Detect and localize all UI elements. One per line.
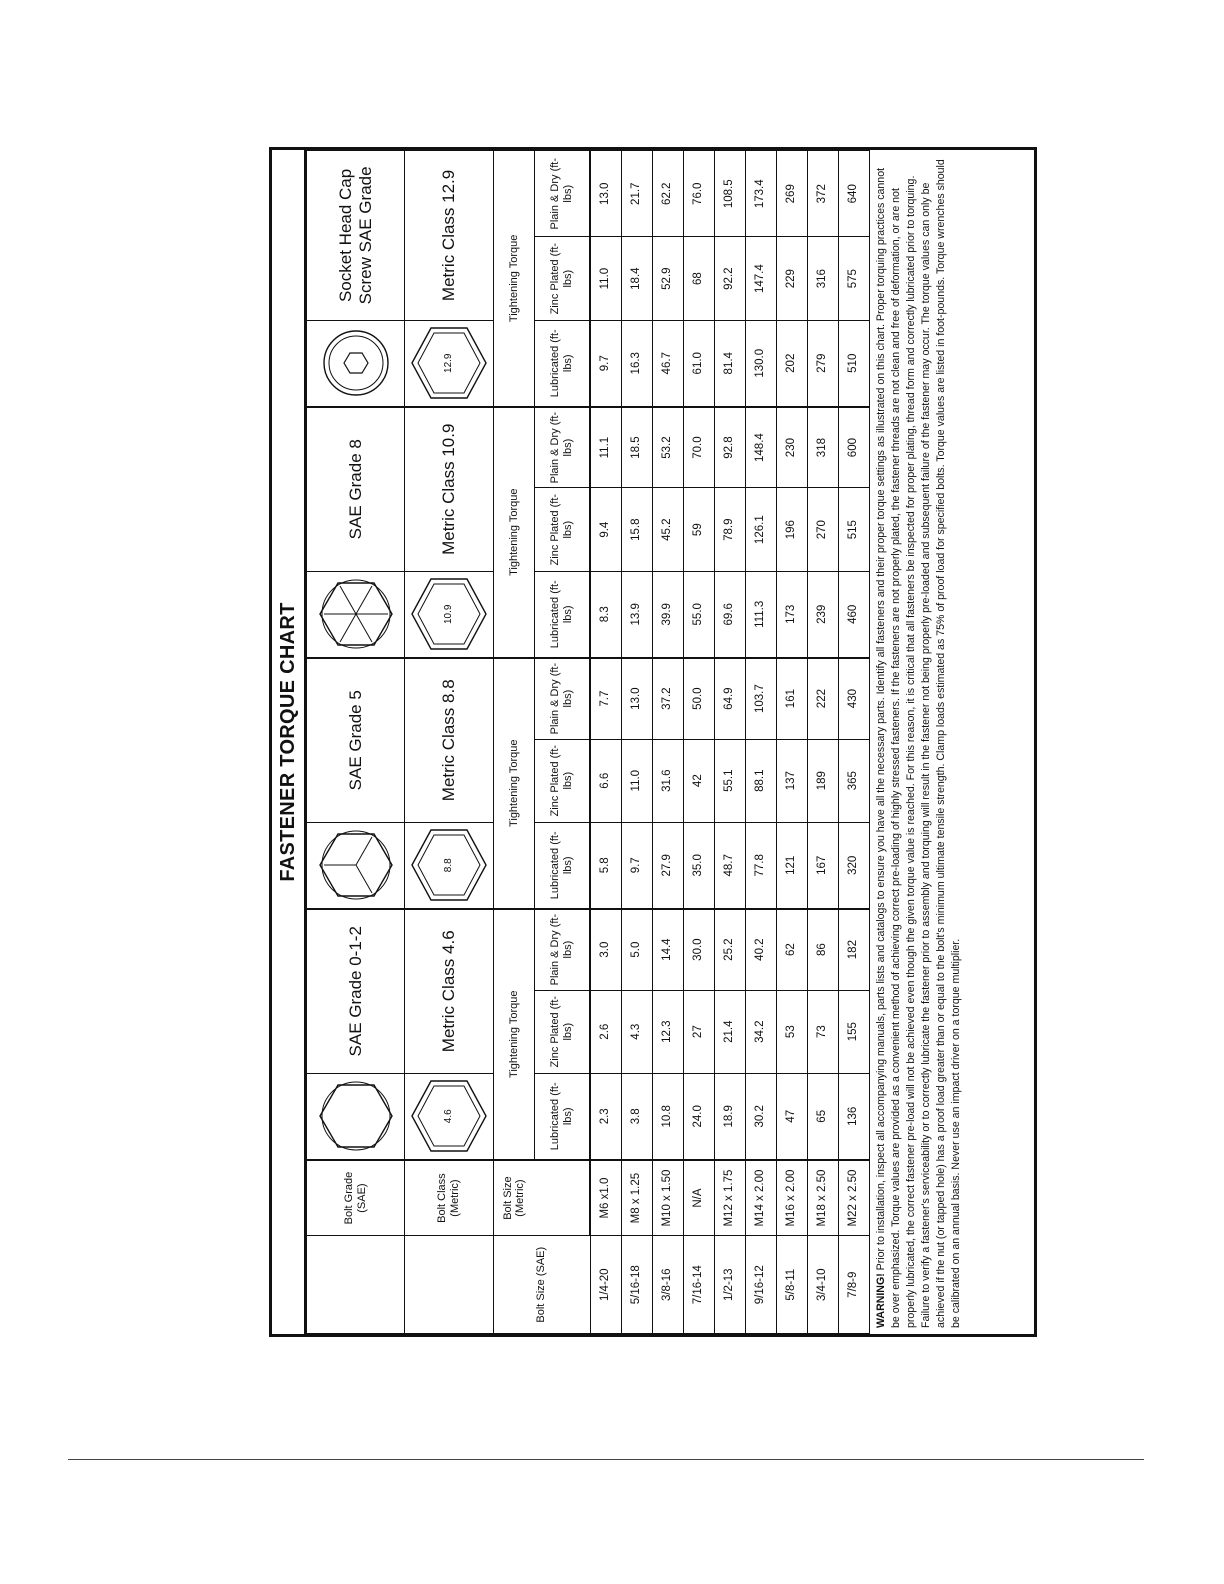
six-line-hex-head-icon	[316, 579, 396, 649]
bolt-size-metric-cell: M10 x 1.50	[653, 1160, 684, 1236]
torque-value-cell: 55.0	[684, 571, 715, 657]
bolt-size-sae-header: Bolt Size (SAE)	[494, 1236, 591, 1334]
bolt-size-sae-cell: 1/2-13	[715, 1236, 746, 1334]
class-icon-cell	[405, 571, 494, 657]
torque-value-cell: 510	[839, 320, 870, 406]
torque-value-cell: 18.9	[715, 1073, 746, 1159]
torque-value-cell: 34.2	[746, 990, 777, 1073]
table-row	[839, 151, 870, 1334]
bolt-size-sae-cell: 9/16-12	[746, 1236, 777, 1334]
torque-value-cell: 70.0	[684, 407, 715, 488]
metric-class-label: Metric Class 12.9	[405, 151, 494, 321]
lubricated-header: Lubricated (ft-lbs)	[535, 1073, 591, 1159]
torque-value-cell: 126.1	[746, 488, 777, 571]
torque-value-cell: 136	[839, 1073, 870, 1159]
torque-value-cell: 24.0	[684, 1073, 715, 1159]
torque-value-cell: 515	[839, 488, 870, 571]
table-row	[808, 151, 839, 1334]
lubricated-header: Lubricated (ft-lbs)	[535, 320, 591, 406]
torque-value-cell: 7.7	[590, 658, 622, 739]
torque-value-cell: 48.7	[715, 822, 746, 908]
torque-value-cell: 2.3	[590, 1073, 622, 1159]
torque-value-cell: 229	[777, 237, 808, 320]
torque-value-cell: 88.1	[746, 739, 777, 822]
table-row	[746, 151, 777, 1334]
torque-value-cell: 53.2	[653, 407, 684, 488]
grade-icon-cell	[307, 822, 405, 908]
torque-value-cell: 73	[808, 990, 839, 1073]
bolt-grade-sae-header: Bolt Grade (SAE)	[307, 1160, 405, 1236]
torque-chart	[269, 147, 1037, 1337]
tightening-torque-header: Tightening Torque	[494, 658, 535, 909]
torque-value-cell: 147.4	[746, 237, 777, 320]
torque-value-cell: 35.0	[684, 822, 715, 908]
three-line-hex-head-icon	[316, 830, 396, 900]
torque-value-cell: 9.7	[590, 320, 622, 406]
torque-value-cell: 269	[777, 151, 808, 237]
torque-value-cell: 189	[808, 739, 839, 822]
warning-text: Prior to installation, inspect all accompanying manuals, parts lists and catalogs to ensure you have all the necessary parts. Identify all fasteners and their proper torque settings as illustrated on this chart. Proper torquing practices cannot be over emphasized. Torque values are provided as a convenient method of achieving correct pre-loading of highly stressed fasteners. If the fasteners are not properly plated, the fastener threads are not clean and free of deformation, or are not properly lubricated, the correct fastener pre-load will not be achieved even though the given torque value is reached. For this reason, it is critical that all fasteners be inspected for proper plating, thread form and correctly lubricated prior to torquing. Failure to verify a fastener's serviceability or to correctly lubricate the fastener prior to assembly and torquing will result in the fastener not being properly pre-loaded and subsequent failure of the fastener may occur. The torque values can only be achieved if the nut (or tapped hole) has a proof load greater than or equal to the bolt's minimum ultimate tensile strength. Clamp loads estimated as 75% of proof load for specified bolts. Torque values are listed in foot-pounds. Torque wrenches should be calibrated on an annual basis. Never use an impact driver on a torque multiplier.	[875, 159, 962, 1328]
tightening-torque-header: Tightening Torque	[494, 151, 535, 407]
torque-value-cell: 40.2	[746, 909, 777, 990]
torque-table	[306, 150, 870, 1334]
torque-value-cell: 108.5	[715, 151, 746, 237]
socket-head-icon	[316, 328, 396, 398]
torque-value-cell: 77.8	[746, 822, 777, 908]
table-row	[653, 151, 684, 1334]
torque-value-cell: 59	[684, 488, 715, 571]
bolt-size-sae-cell: 7/8-9	[839, 1236, 870, 1334]
grade-icon-cell	[307, 320, 405, 406]
warning-label: WARNING!	[875, 1273, 887, 1328]
torque-value-cell: 50.0	[684, 658, 715, 739]
table-row	[590, 151, 622, 1334]
bolt-size-sae-cell: 5/8-11	[777, 1236, 808, 1334]
plain-dry-header: Plain & Dry (ft-lbs)	[535, 407, 591, 488]
torque-value-cell: 173.4	[746, 151, 777, 237]
torque-value-cell: 3.8	[622, 1073, 653, 1159]
torque-value-cell: 3.0	[590, 909, 622, 990]
torque-value-cell: 148.4	[746, 407, 777, 488]
torque-value-cell: 130.0	[746, 320, 777, 406]
zinc-plated-header: Zinc Plated (ft-lbs)	[535, 990, 591, 1073]
torque-value-cell: 10.8	[653, 1073, 684, 1159]
sae-grade-label: SAE Grade 0-1-2	[307, 909, 405, 1074]
torque-value-cell: 25.2	[715, 909, 746, 990]
torque-value-cell: 137	[777, 739, 808, 822]
torque-value-cell: 5.8	[590, 822, 622, 908]
torque-value-cell: 62.2	[653, 151, 684, 237]
table-row	[622, 151, 653, 1334]
plain-dry-header: Plain & Dry (ft-lbs)	[535, 151, 591, 237]
grade-icon-cell	[307, 1073, 405, 1159]
torque-value-cell: 55.1	[715, 739, 746, 822]
torque-value-cell: 14.4	[653, 909, 684, 990]
bolt-size-sae-cell: 5/16-18	[622, 1236, 653, 1334]
zinc-plated-header: Zinc Plated (ft-lbs)	[535, 237, 591, 320]
lubricated-header: Lubricated (ft-lbs)	[535, 822, 591, 908]
torque-value-cell: 45.2	[653, 488, 684, 571]
torque-value-cell: 9.4	[590, 488, 622, 571]
metric-class-label: Metric Class 4.6	[405, 909, 494, 1074]
sae-grade-label: Socket Head Cap Screw SAE Grade	[307, 151, 405, 321]
torque-value-cell: 182	[839, 909, 870, 990]
torque-value-cell: 18.4	[622, 237, 653, 320]
torque-value-cell: 31.6	[653, 739, 684, 822]
torque-value-cell: 16.3	[622, 320, 653, 406]
torque-value-cell: 30.2	[746, 1073, 777, 1159]
corner-cell	[307, 1236, 405, 1334]
torque-value-cell: 37.2	[653, 658, 684, 739]
torque-value-cell: 202	[777, 320, 808, 406]
torque-value-cell: 12.3	[653, 990, 684, 1073]
torque-value-cell: 430	[839, 658, 870, 739]
bolt-size-metric-cell: M16 x 2.00	[777, 1160, 808, 1236]
torque-value-cell: 365	[839, 739, 870, 822]
torque-value-cell: 640	[839, 151, 870, 237]
torque-value-cell: 9.7	[622, 822, 653, 908]
torque-value-cell: 62	[777, 909, 808, 990]
torque-value-cell: 53	[777, 990, 808, 1073]
bolt-size-sae-cell: 3/4-10	[808, 1236, 839, 1334]
bolt-size-sae-cell: 7/16-14	[684, 1236, 715, 1334]
grade-icon-cell	[307, 571, 405, 657]
zinc-plated-header: Zinc Plated (ft-lbs)	[535, 739, 591, 822]
bolt-size-metric-cell: M8 x 1.25	[622, 1160, 653, 1236]
plain-hex-head-icon	[316, 1081, 396, 1151]
torque-value-cell: 47	[777, 1073, 808, 1159]
torque-value-cell: 78.9	[715, 488, 746, 571]
torque-value-cell: 270	[808, 488, 839, 571]
torque-value-cell: 52.9	[653, 237, 684, 320]
torque-value-cell: 11.1	[590, 407, 622, 488]
torque-value-cell: 318	[808, 407, 839, 488]
torque-value-cell: 61.0	[684, 320, 715, 406]
bolt-size-sae-cell: 1/4-20	[590, 1236, 622, 1334]
torque-value-cell: 4.3	[622, 990, 653, 1073]
torque-value-cell: 372	[808, 151, 839, 237]
bolt-size-metric-cell: M18 x 2.50	[808, 1160, 839, 1236]
torque-value-cell: 27.9	[653, 822, 684, 908]
torque-value-cell: 13.9	[622, 571, 653, 657]
bolt-size-metric-header: Bolt Size (Metric)	[494, 1160, 535, 1236]
torque-value-cell: 575	[839, 237, 870, 320]
blank-cell	[535, 1160, 591, 1236]
class-icon-cell	[405, 822, 494, 908]
torque-value-cell: 13.0	[622, 658, 653, 739]
chart-title: FASTENER TORQUE CHART	[272, 150, 306, 1334]
table-row	[715, 151, 746, 1334]
bolt-class-metric-header: Bolt Class (Metric)	[405, 1160, 494, 1236]
torque-value-cell: 103.7	[746, 658, 777, 739]
table-row	[777, 151, 808, 1334]
torque-value-cell: 39.9	[653, 571, 684, 657]
class-icon-cell	[405, 320, 494, 406]
class-marking: 10.9	[443, 604, 455, 624]
torque-value-cell: 46.7	[653, 320, 684, 406]
bolt-size-metric-cell: M14 x 2.00	[746, 1160, 777, 1236]
torque-value-cell: 161	[777, 658, 808, 739]
plain-dry-header: Plain & Dry (ft-lbs)	[535, 909, 591, 990]
sae-grade-label: SAE Grade 5	[307, 658, 405, 823]
metric-class-label: Metric Class 8.8	[405, 658, 494, 823]
lubricated-header: Lubricated (ft-lbs)	[535, 571, 591, 657]
torque-value-cell: 18.5	[622, 407, 653, 488]
torque-value-cell: 6.6	[590, 739, 622, 822]
bolt-size-sae-cell: 3/8-16	[653, 1236, 684, 1334]
torque-value-cell: 155	[839, 990, 870, 1073]
class-marking: 12.9	[443, 353, 455, 373]
torque-value-cell: 320	[839, 822, 870, 908]
torque-value-cell: 121	[777, 822, 808, 908]
class-marking: 8.8	[443, 858, 455, 873]
torque-value-cell: 27	[684, 990, 715, 1073]
torque-value-cell: 64.9	[715, 658, 746, 739]
torque-value-cell: 230	[777, 407, 808, 488]
torque-value-cell: 239	[808, 571, 839, 657]
torque-value-cell: 173	[777, 571, 808, 657]
plain-dry-header: Plain & Dry (ft-lbs)	[535, 658, 591, 739]
torque-value-cell: 13.0	[590, 151, 622, 237]
sae-grade-label: SAE Grade 8	[307, 407, 405, 572]
torque-value-cell: 30.0	[684, 909, 715, 990]
zinc-plated-header: Zinc Plated (ft-lbs)	[535, 488, 591, 571]
torque-value-cell: 92.8	[715, 407, 746, 488]
bolt-size-metric-cell: M22 x 2.50	[839, 1160, 870, 1236]
torque-value-cell: 5.0	[622, 909, 653, 990]
torque-value-cell: 8.3	[590, 571, 622, 657]
torque-value-cell: 111.3	[746, 571, 777, 657]
torque-value-cell: 69.6	[715, 571, 746, 657]
torque-value-cell: 222	[808, 658, 839, 739]
bolt-size-metric-cell: N/A	[684, 1160, 715, 1236]
blank-cell	[405, 1236, 494, 1334]
bolt-size-metric-cell: M6 x1.0	[590, 1160, 622, 1236]
bolt-size-metric-cell: M12 x 1.75	[715, 1160, 746, 1236]
torque-value-cell: 11.0	[622, 739, 653, 822]
torque-value-cell: 86	[808, 909, 839, 990]
torque-value-cell: 316	[808, 237, 839, 320]
torque-value-cell: 15.8	[622, 488, 653, 571]
torque-value-cell: 279	[808, 320, 839, 406]
footer-divider	[68, 1459, 1144, 1460]
tightening-torque-header: Tightening Torque	[494, 407, 535, 658]
torque-value-cell: 21.7	[622, 151, 653, 237]
torque-value-cell: 460	[839, 571, 870, 657]
torque-value-cell: 11.0	[590, 237, 622, 320]
torque-value-cell: 42	[684, 739, 715, 822]
torque-value-cell: 76.0	[684, 151, 715, 237]
metric-class-label: Metric Class 10.9	[405, 407, 494, 572]
torque-value-cell: 167	[808, 822, 839, 908]
torque-value-cell: 2.6	[590, 990, 622, 1073]
torque-value-cell: 21.4	[715, 990, 746, 1073]
warning-note	[870, 150, 968, 1334]
torque-value-cell: 92.2	[715, 237, 746, 320]
torque-value-cell: 600	[839, 407, 870, 488]
torque-value-cell: 65	[808, 1073, 839, 1159]
table-row	[684, 151, 715, 1334]
class-marking: 4.6	[443, 1109, 455, 1124]
torque-value-cell: 196	[777, 488, 808, 571]
class-icon-cell	[405, 1073, 494, 1159]
torque-value-cell: 81.4	[715, 320, 746, 406]
torque-value-cell: 68	[684, 237, 715, 320]
tightening-torque-header: Tightening Torque	[494, 909, 535, 1160]
